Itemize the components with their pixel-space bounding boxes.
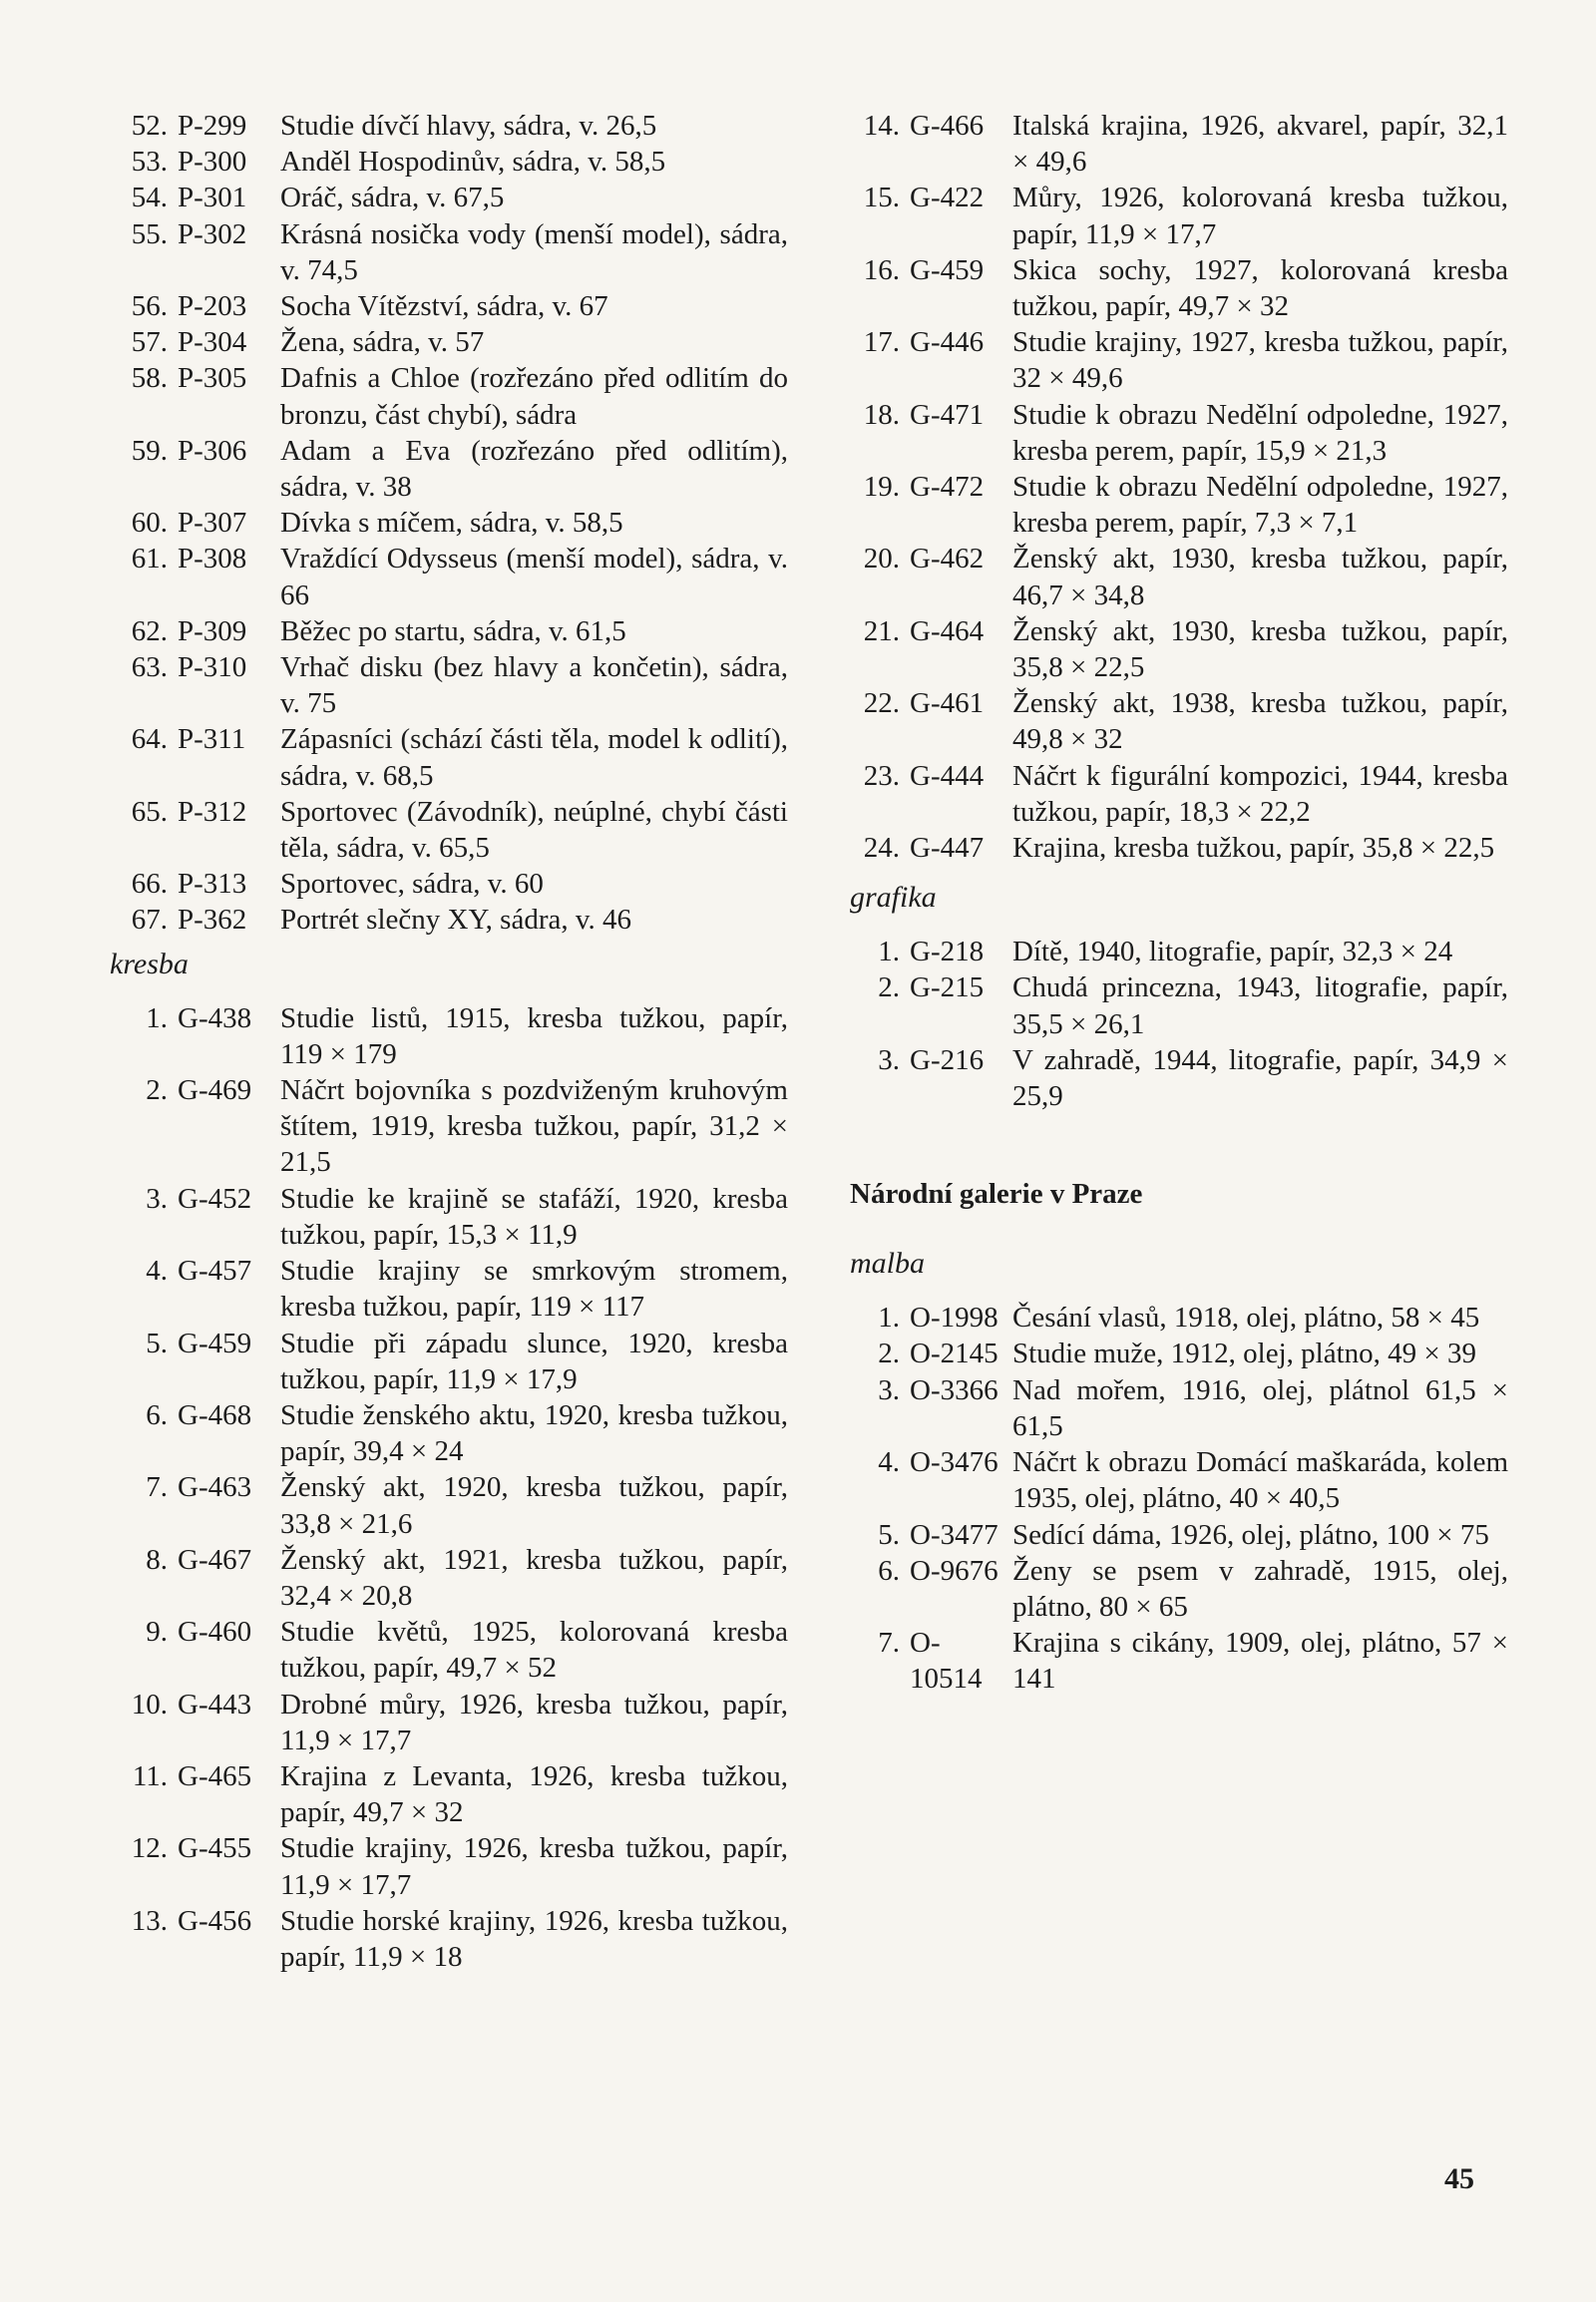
entry-number: 2. <box>878 1338 900 1370</box>
right-column <box>850 108 1508 1698</box>
catalog-number: G-461 <box>910 687 985 720</box>
painting-heading: malba <box>850 1247 925 1281</box>
entry-description: Náčrt k figurální kompozici, 1944, kresba tužkou, papír, 18,3 × 22,2 <box>1012 759 1508 828</box>
entry-description: Ženy se psem v zahradě, 1915, olej, plátno, 80 × 65 <box>1012 1554 1508 1623</box>
entry-number: 7. <box>146 1471 168 1504</box>
entry-number: 67. <box>131 904 168 937</box>
catalog-entry <box>850 934 1508 969</box>
entry-description: Zápasníci (schází části těla, model k odlití), sádra, v. 68,5 <box>280 723 788 792</box>
catalog-entry <box>110 902 788 938</box>
entry-number: 64. <box>131 723 168 756</box>
entry-description: Ženský akt, 1938, kresba tužkou, papír, 49,8 × 32 <box>1012 687 1508 756</box>
entry-description: Studie krajiny se smrkovým stromem, kresba tužkou, papír, 119 × 117 <box>280 1255 788 1324</box>
catalog-entry <box>110 180 788 215</box>
painting-list <box>850 1300 1508 1697</box>
entry-description: Studie krajiny, 1927, kresba tužkou, papír, 32 × 49,6 <box>1012 326 1508 395</box>
entry-description: Oráč, sádra, v. 67,5 <box>280 182 505 214</box>
entry-number: 13. <box>131 1904 168 1937</box>
entry-number: 23. <box>863 759 900 792</box>
catalog-number: G-422 <box>910 182 985 214</box>
catalog-number: P-306 <box>178 434 247 467</box>
sculpture-list <box>110 108 788 939</box>
catalog-entry <box>850 541 1508 612</box>
entry-number: 1. <box>878 1302 900 1335</box>
entry-description: Dítě, 1940, litografie, papír, 32,3 × 24 <box>1012 936 1453 968</box>
catalog-number: P-308 <box>178 543 247 576</box>
catalog-number: O-3476 <box>910 1446 998 1479</box>
entry-number: 9. <box>146 1616 168 1649</box>
catalog-entry <box>110 866 788 902</box>
entry-number: 1. <box>878 936 900 968</box>
entry-number: 6. <box>878 1554 900 1587</box>
entry-description: Krásná nosička vody (menší model), sádra, v. 74,5 <box>280 217 788 286</box>
entry-number: 1. <box>146 1001 168 1034</box>
catalog-number: P-301 <box>178 182 247 214</box>
catalog-entry <box>110 1397 788 1469</box>
entry-description: Portrét slečny XY, sádra, v. 46 <box>280 904 631 937</box>
entry-number: 3. <box>146 1182 168 1215</box>
catalog-entry <box>110 794 788 866</box>
entry-description: Chudá princezna, 1943, litografie, papír, 35,5 × 26,1 <box>1012 971 1508 1040</box>
catalog-number: O-3477 <box>910 1518 998 1551</box>
catalog-entry <box>850 252 1508 324</box>
entry-number: 5. <box>146 1327 168 1359</box>
entry-number: 8. <box>146 1543 168 1576</box>
catalog-entry <box>850 685 1508 757</box>
catalog-entry <box>110 216 788 288</box>
catalog-number: P-305 <box>178 362 247 395</box>
entry-description: Studie květů, 1925, kolorovaná kresba tužkou, papír, 49,7 × 52 <box>280 1616 788 1685</box>
catalog-number: P-302 <box>178 217 247 250</box>
entry-description: Sedící dáma, 1926, olej, plátno, 100 × 75 <box>1012 1518 1489 1551</box>
entry-description: Můry, 1926, kolorovaná kresba tužkou, papír, 11,9 × 17,7 <box>1012 182 1508 250</box>
entry-number: 5. <box>878 1518 900 1551</box>
catalog-number: P-311 <box>178 723 246 756</box>
institution-title: Národní galerie v Praze <box>850 1178 1143 1211</box>
entry-number: 52. <box>131 110 168 142</box>
catalog-entry <box>110 541 788 612</box>
catalog-entry <box>110 1758 788 1830</box>
page-number: 45 <box>1444 2162 1474 2195</box>
drawing-list-continued <box>850 108 1508 866</box>
entry-description: Krajina s cikány, 1909, olej, plátno, 57 × 141 <box>1012 1627 1508 1696</box>
entry-number: 17. <box>863 326 900 359</box>
entry-number: 58. <box>131 362 168 395</box>
entry-description: Náčrt k obrazu Domácí maškaráda, kolem 1935, olej, plátno, 40 × 40,5 <box>1012 1446 1508 1515</box>
catalog-entry <box>110 1326 788 1397</box>
entry-description: Studie horské krajiny, 1926, kresba tužkou, papír, 11,9 × 18 <box>280 1904 788 1973</box>
catalog-number: G-459 <box>910 253 985 286</box>
entry-description: Vrhač disku (bez hlavy a končetin), sádra, v. 75 <box>280 651 788 720</box>
catalog-number: G-444 <box>910 759 985 792</box>
entry-number: 15. <box>863 182 900 214</box>
catalog-entry <box>850 830 1508 866</box>
catalog-number: G-447 <box>910 832 985 865</box>
catalog-number: G-452 <box>178 1182 252 1215</box>
catalog-entry <box>850 1444 1508 1516</box>
catalog-entry <box>850 613 1508 685</box>
catalog-entry <box>850 1336 1508 1371</box>
catalog-number: G-457 <box>178 1255 252 1288</box>
entry-number: 19. <box>863 471 900 504</box>
entry-number: 62. <box>131 614 168 647</box>
entry-description: Skica sochy, 1927, kolorovaná kresba tužkou, papír, 49,7 × 32 <box>1012 253 1508 323</box>
catalog-entry <box>850 1042 1508 1114</box>
entry-description: Studie při západu slunce, 1920, kresba tužkou, papír, 11,9 × 17,9 <box>280 1327 788 1395</box>
entry-number: 54. <box>131 182 168 214</box>
catalog-entry <box>110 144 788 180</box>
entry-number: 59. <box>131 434 168 467</box>
entry-description: Nad mořem, 1916, olej, plátnol 61,5 × 61,5 <box>1012 1373 1508 1442</box>
entry-description: Žena, sádra, v. 57 <box>280 326 485 359</box>
entry-description: Ženský akt, 1921, kresba tužkou, papír, 32,4 × 20,8 <box>280 1543 788 1612</box>
catalog-entry <box>110 108 788 144</box>
entry-number: 14. <box>863 110 900 142</box>
catalog-entry <box>110 613 788 649</box>
entry-description: Studie k obrazu Nedělní odpoledne, 1927, kresba perem, papír, 15,9 × 21,3 <box>1012 398 1508 467</box>
entry-number: 53. <box>131 146 168 179</box>
catalog-entry <box>110 649 788 721</box>
catalog-entry <box>110 1542 788 1614</box>
entry-description: Studie ženského aktu, 1920, kresba tužkou, papír, 39,4 × 24 <box>280 1398 788 1468</box>
catalog-entry <box>110 1903 788 1975</box>
catalog-number: P-300 <box>178 146 247 179</box>
entry-number: 61. <box>131 543 168 576</box>
entry-description: Socha Vítězství, sádra, v. 67 <box>280 290 608 323</box>
entry-number: 22. <box>863 687 900 720</box>
catalog-number: G-463 <box>178 1471 252 1504</box>
catalog-number: O-3366 <box>910 1373 998 1406</box>
entry-description: Sportovec, sádra, v. 60 <box>280 868 544 901</box>
catalog-entry <box>110 1614 788 1686</box>
entry-number: 24. <box>863 832 900 865</box>
catalog-entry <box>110 1000 788 1072</box>
catalog-number: G-460 <box>178 1616 252 1649</box>
catalog-entry <box>850 180 1508 251</box>
entry-number: 16. <box>863 253 900 286</box>
catalog-number: G-215 <box>910 971 985 1004</box>
catalog-number: G-465 <box>178 1759 252 1792</box>
drawing-heading: kresba <box>110 947 189 980</box>
entry-number: 60. <box>131 507 168 540</box>
catalog-number: P-362 <box>178 904 247 937</box>
catalog-number: P-299 <box>178 110 247 142</box>
entry-description: Adam a Eva (rozřezáno před odlitím), sádra, v. 38 <box>280 434 788 504</box>
entry-number: 4. <box>878 1446 900 1479</box>
entry-number: 3. <box>878 1043 900 1076</box>
catalog-number: G-218 <box>910 936 985 968</box>
entry-description: Studie listů, 1915, kresba tužkou, papír, 119 × 179 <box>280 1001 788 1070</box>
entry-description: Studie dívčí hlavy, sádra, v. 26,5 <box>280 110 657 142</box>
catalog-entry <box>850 108 1508 180</box>
catalog-entry <box>110 324 788 360</box>
catalog-number: G-472 <box>910 471 985 504</box>
catalog-entry <box>850 969 1508 1041</box>
catalog-number: G-466 <box>910 110 985 142</box>
entry-number: 20. <box>863 543 900 576</box>
entry-description: Ženský akt, 1930, kresba tužkou, papír, 35,8 × 22,5 <box>1012 614 1508 684</box>
entry-description: Drobné můry, 1926, kresba tužkou, papír, 11,9 × 17,7 <box>280 1688 788 1756</box>
entry-number: 2. <box>878 971 900 1004</box>
catalog-entry <box>110 288 788 324</box>
catalog-number: G-446 <box>910 326 985 359</box>
catalog-entry <box>110 433 788 505</box>
catalog-entry <box>110 1687 788 1758</box>
catalog-entry <box>850 1625 1508 1697</box>
catalog-entry <box>110 1181 788 1253</box>
catalog-number: G-216 <box>910 1043 985 1076</box>
catalog-entry <box>850 758 1508 830</box>
left-column <box>110 108 788 1975</box>
entry-description: Krajina z Levanta, 1926, kresba tužkou, papír, 49,7 × 32 <box>280 1759 788 1829</box>
entry-description: Krajina, kresba tužkou, papír, 35,8 × 22,5 <box>1012 832 1495 865</box>
catalog-number: G-464 <box>910 614 985 647</box>
catalog-number: G-471 <box>910 398 985 431</box>
catalog-number: G-455 <box>178 1832 252 1865</box>
entry-description: Studie k obrazu Nedělní odpoledne, 1927, kresba perem, papír, 7,3 × 7,1 <box>1012 471 1508 540</box>
catalog-number: G-468 <box>178 1398 252 1431</box>
drawing-list <box>110 1000 788 1975</box>
entry-description: Vraždící Odysseus (menší model), sádra, v. 66 <box>280 543 788 611</box>
catalog-entry <box>850 397 1508 469</box>
catalog-entry <box>850 324 1508 396</box>
catalog-number: G-467 <box>178 1543 252 1576</box>
catalog-number: G-459 <box>178 1327 252 1359</box>
entry-description: V zahradě, 1944, litografie, papír, 34,9 × 25,9 <box>1012 1043 1508 1113</box>
entry-number: 2. <box>146 1074 168 1107</box>
entry-description: Studie muže, 1912, olej, plátno, 49 × 39 <box>1012 1338 1476 1370</box>
catalog-entry <box>110 1469 788 1541</box>
entry-description: Náčrt bojovníka s pozdviženým kruhovým štítem, 1919, kresba tužkou, papír, 31,2 × 21,5 <box>280 1074 788 1179</box>
catalog-entry <box>850 1372 1508 1444</box>
catalog-entry <box>850 1553 1508 1625</box>
catalog-number: G-438 <box>178 1001 252 1034</box>
entry-description: Sportovec (Závodník), neúplné, chybí části těla, sádra, v. 65,5 <box>280 795 788 865</box>
catalog-number: P-309 <box>178 614 247 647</box>
catalog-number: P-313 <box>178 868 247 901</box>
graphics-heading: grafika <box>850 881 937 915</box>
catalog-entry <box>110 1072 788 1181</box>
catalog-entry <box>110 360 788 432</box>
catalog-entry <box>850 469 1508 541</box>
catalog-entry <box>110 1253 788 1325</box>
graphics-list <box>850 934 1508 1114</box>
entry-description: Ženský akt, 1920, kresba tužkou, papír, 33,8 × 21,6 <box>280 1471 788 1540</box>
catalog-entry <box>110 505 788 541</box>
entry-number: 21. <box>863 614 900 647</box>
catalog-number: P-203 <box>178 290 247 323</box>
entry-number: 7. <box>878 1627 900 1660</box>
entry-number: 6. <box>146 1398 168 1431</box>
entry-description: Italská krajina, 1926, akvarel, papír, 32,1 × 49,6 <box>1012 110 1508 179</box>
entry-description: Anděl Hospodinův, sádra, v. 58,5 <box>280 146 666 179</box>
entry-number: 3. <box>878 1373 900 1406</box>
entry-description: Studie krajiny, 1926, kresba tužkou, papír, 11,9 × 17,7 <box>280 1832 788 1901</box>
catalog-number: O-2145 <box>910 1338 998 1370</box>
catalog-number: P-312 <box>178 795 247 828</box>
catalog-number: G-469 <box>178 1074 252 1107</box>
catalog-number: O-10514 <box>910 1627 983 1696</box>
entry-number: 12. <box>131 1832 168 1865</box>
catalog-number: P-304 <box>178 326 247 359</box>
entry-description: Dívka s míčem, sádra, v. 58,5 <box>280 507 623 540</box>
entry-description: Ženský akt, 1930, kresba tužkou, papír, 46,7 × 34,8 <box>1012 543 1508 611</box>
entry-number: 18. <box>863 398 900 431</box>
entry-number: 10. <box>131 1688 168 1721</box>
entry-number: 57. <box>131 326 168 359</box>
catalog-number: P-310 <box>178 651 247 684</box>
entry-description: Běžec po startu, sádra, v. 61,5 <box>280 614 626 647</box>
entry-number: 55. <box>131 217 168 250</box>
entry-number: 11. <box>132 1759 168 1792</box>
entry-description: Česání vlasů, 1918, olej, plátno, 58 × 45 <box>1012 1302 1480 1335</box>
catalog-number: O-1998 <box>910 1302 998 1335</box>
catalog-entry <box>110 1830 788 1902</box>
entry-number: 65. <box>131 795 168 828</box>
entry-number: 56. <box>131 290 168 323</box>
catalog-entry <box>850 1517 1508 1553</box>
entry-number: 66. <box>131 868 168 901</box>
catalog-number: P-307 <box>178 507 247 540</box>
catalog-number: G-443 <box>178 1688 252 1721</box>
catalog-entry <box>850 1300 1508 1336</box>
catalog-number: G-462 <box>910 543 985 576</box>
catalog-number: O-9676 <box>910 1554 998 1587</box>
entry-description: Studie ke krajině se stafáží, 1920, kresba tužkou, papír, 15,3 × 11,9 <box>280 1182 788 1251</box>
entry-number: 63. <box>131 651 168 684</box>
entry-description: Dafnis a Chloe (rozřezáno před odlitím do bronzu, část chybí), sádra <box>280 362 788 431</box>
entry-number: 4. <box>146 1255 168 1288</box>
catalog-entry <box>110 721 788 793</box>
catalog-number: G-456 <box>178 1904 252 1937</box>
